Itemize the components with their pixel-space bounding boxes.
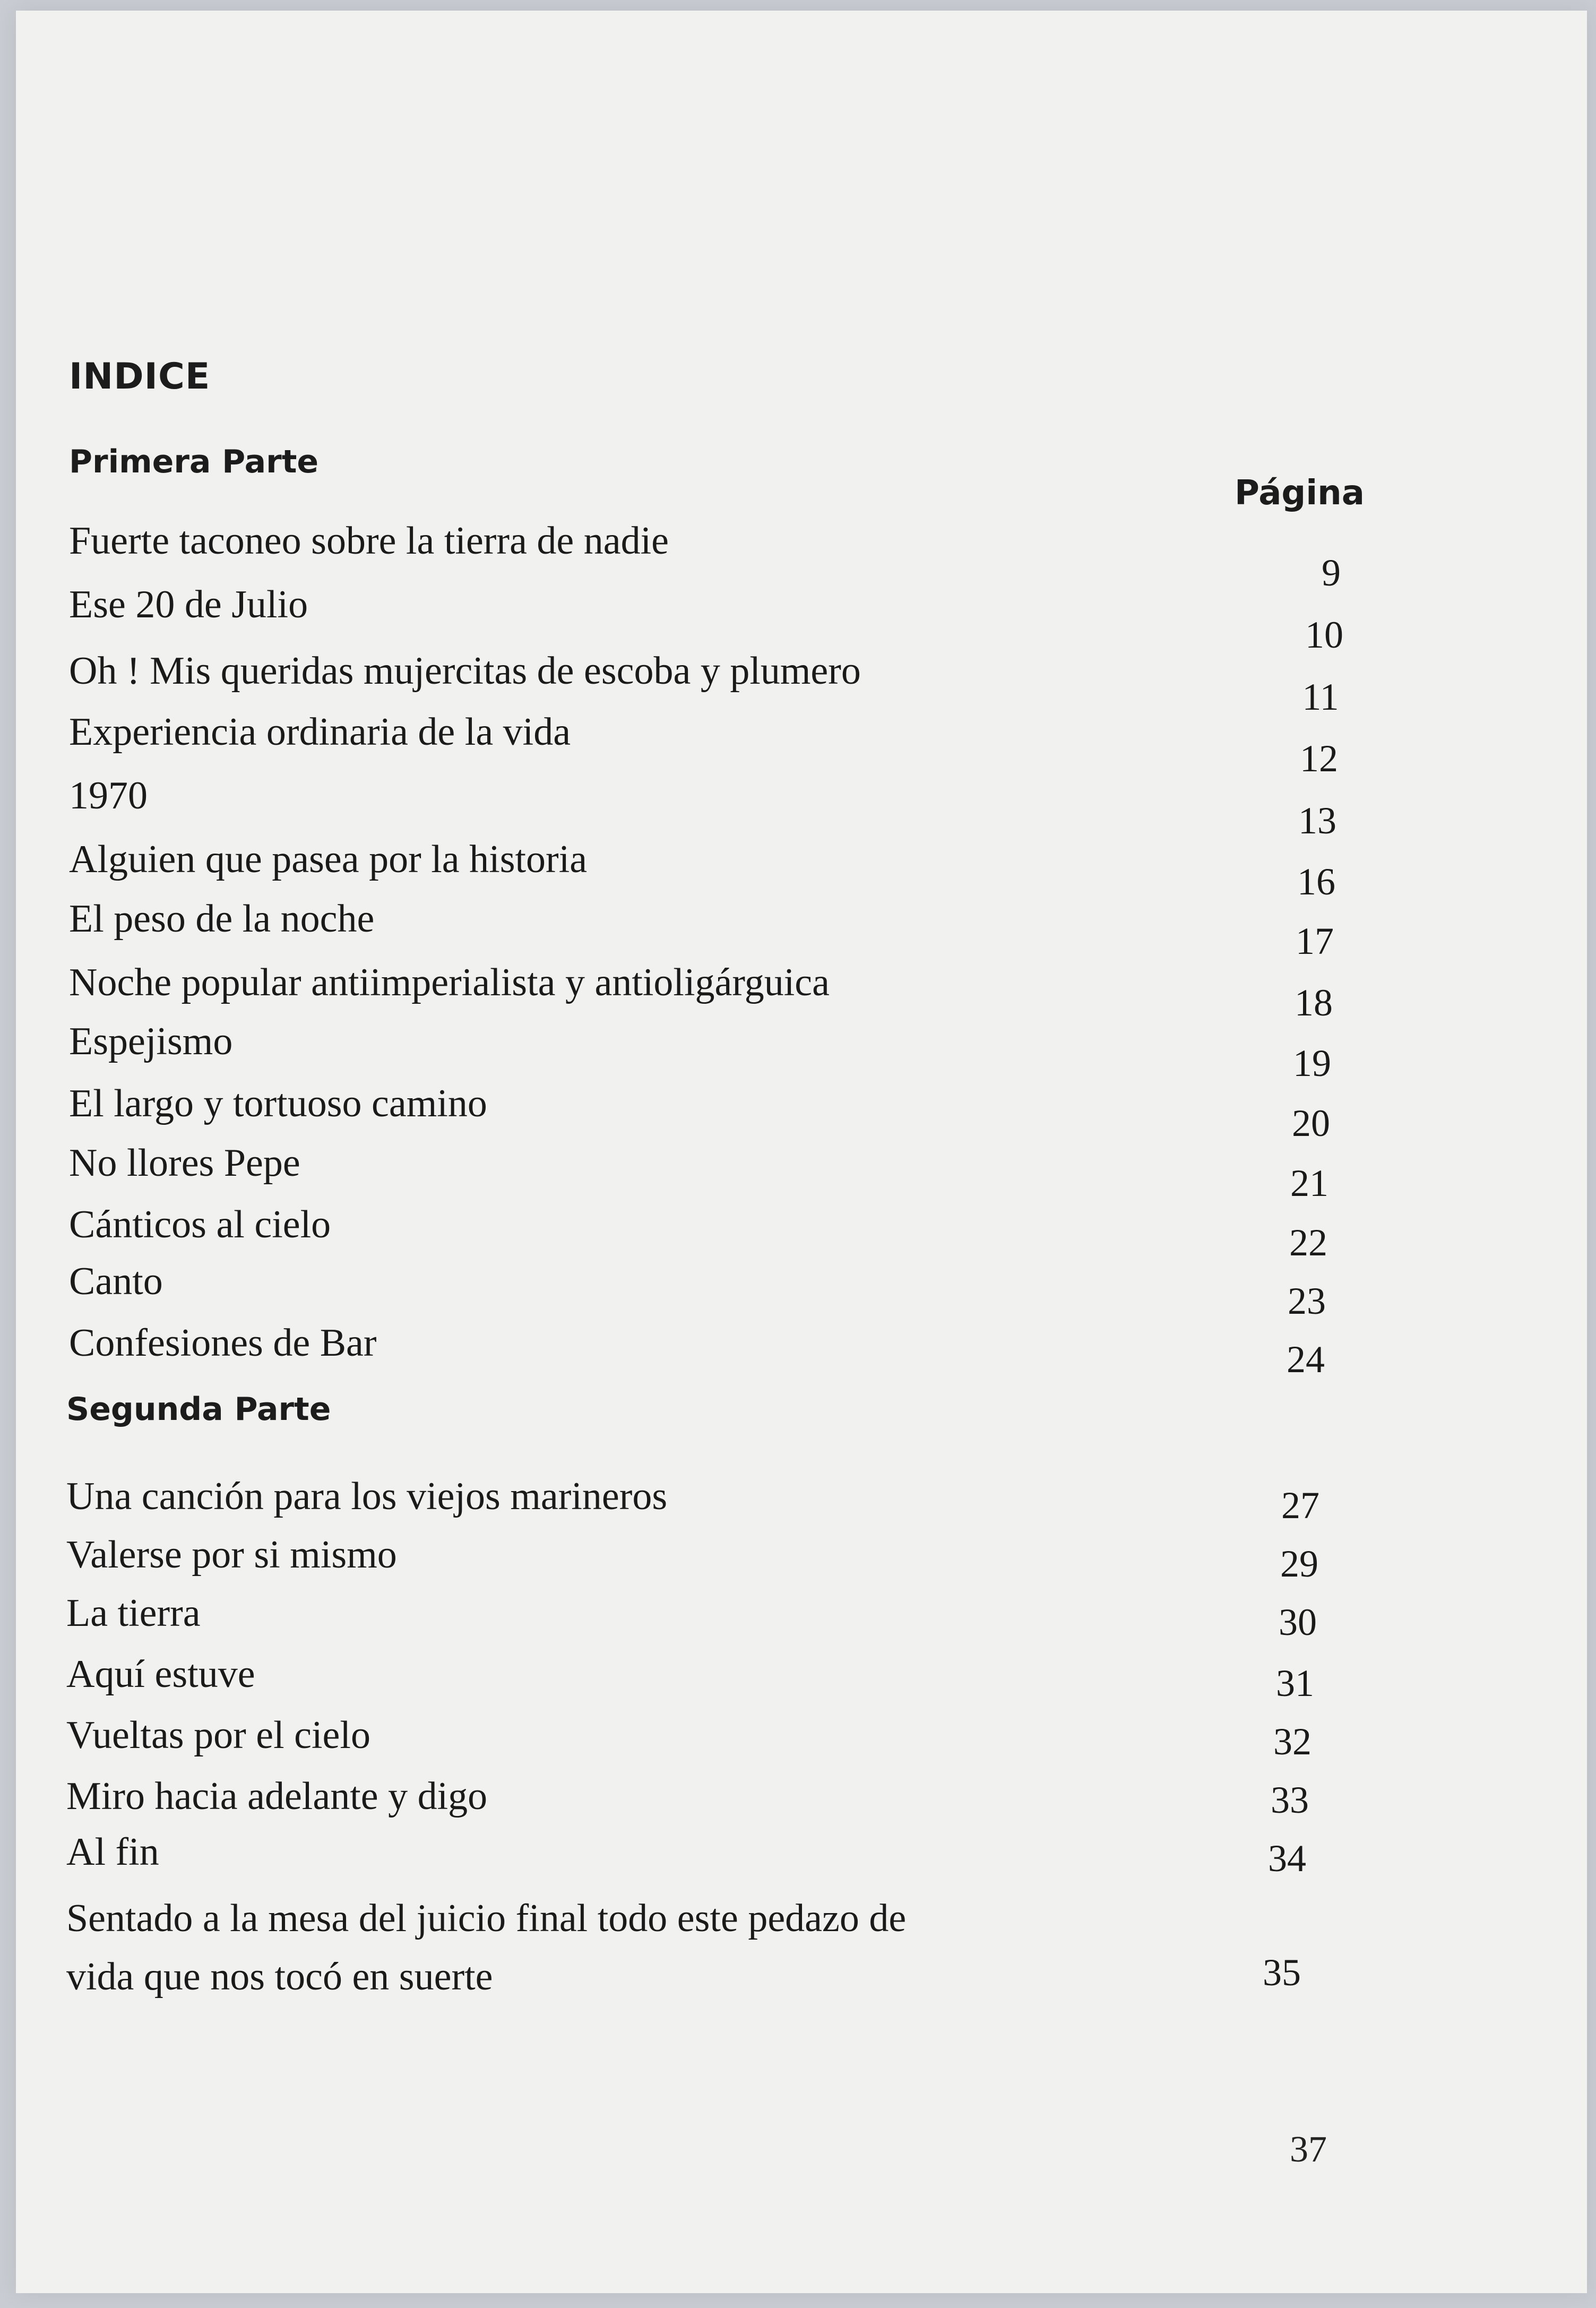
toc-entry-title: Sentado a la mesa del juicio final todo este pedazo de: [66, 1897, 907, 1940]
toc-entry-page: 34: [1268, 1837, 1306, 1880]
toc-entry-page: 30: [1279, 1601, 1317, 1643]
toc-entry-page: 24: [1287, 1338, 1325, 1381]
toc-entry-title: Una canción para los viejos marineros: [66, 1475, 668, 1518]
toc-entry-title: Vueltas por el cielo: [66, 1713, 370, 1757]
toc-entry-title: El largo y tortuoso camino: [69, 1082, 487, 1125]
toc-entry-page: 19: [1293, 1042, 1331, 1084]
toc-entry-title: Miro hacia adelante y digo: [66, 1775, 488, 1818]
toc-entry-title: Alguien que pasea por la historia: [69, 838, 588, 881]
toc-entry-title: Espejismo: [69, 1020, 233, 1063]
toc-entry-title: El peso de la noche: [69, 897, 375, 941]
toc-entry-page: 12: [1300, 737, 1338, 780]
toc-entry-page: 21: [1290, 1162, 1328, 1204]
index-title: INDICE: [69, 356, 211, 398]
part-title-primera: Primera Parte: [69, 443, 319, 480]
toc-entry-title: Al fin: [66, 1830, 159, 1874]
toc-entry-title: Canto: [69, 1260, 163, 1303]
toc-entry-page: 23: [1288, 1280, 1326, 1322]
folio-page-number: 37: [1290, 2129, 1327, 2170]
toc-entry-title: Cánticos al cielo: [69, 1203, 331, 1246]
toc-entry-page: 10: [1305, 614, 1343, 656]
toc-entry-title: 1970: [69, 774, 148, 817]
toc-entry-title: Oh ! Mis queridas mujercitas de escoba y plumero: [69, 649, 861, 693]
toc-entry-title: Fuerte taconeo sobre la tierra de nadie: [69, 519, 669, 563]
toc-entry-page: 9: [1322, 552, 1341, 594]
toc-entry-page: 35: [1263, 1951, 1301, 1994]
toc-entry-page: 11: [1302, 676, 1339, 718]
toc-entry-page: 13: [1298, 799, 1336, 842]
toc-entry-title: La tierra: [66, 1591, 201, 1635]
toc-entry-page: 16: [1297, 860, 1335, 903]
toc-entry-title-continued: vida que nos tocó en suerte: [66, 1955, 493, 1999]
toc-entry-page: 27: [1281, 1484, 1319, 1527]
part-title-segunda: Segunda Parte: [66, 1391, 331, 1428]
toc-entry-page: 29: [1280, 1543, 1318, 1585]
toc-entry-title: Confesiones de Bar: [69, 1321, 377, 1365]
toc-entry-page: 32: [1273, 1720, 1312, 1763]
toc-entry-page: 33: [1271, 1779, 1309, 1821]
toc-entry-title: Ese 20 de Julio: [69, 583, 308, 626]
toc-entry-title: No llores Pepe: [69, 1141, 300, 1185]
book-page: [16, 11, 1587, 2293]
toc-entry-page: 17: [1296, 920, 1334, 962]
toc-entry-page: 20: [1292, 1102, 1330, 1144]
toc-entry-page: 22: [1289, 1221, 1327, 1264]
toc-entry-title: Valerse por si mismo: [66, 1533, 397, 1577]
toc-entry-title: Noche popular antiimperialista y antioligárguica: [69, 961, 830, 1004]
toc-entry-page: 18: [1295, 981, 1333, 1024]
toc-entry-page: 31: [1276, 1662, 1314, 1704]
toc-entry-title: Experiencia ordinaria de la vida: [69, 710, 571, 754]
page-column-label: Página: [1235, 473, 1365, 513]
toc-entry-title: Aquí estuve: [66, 1652, 255, 1696]
